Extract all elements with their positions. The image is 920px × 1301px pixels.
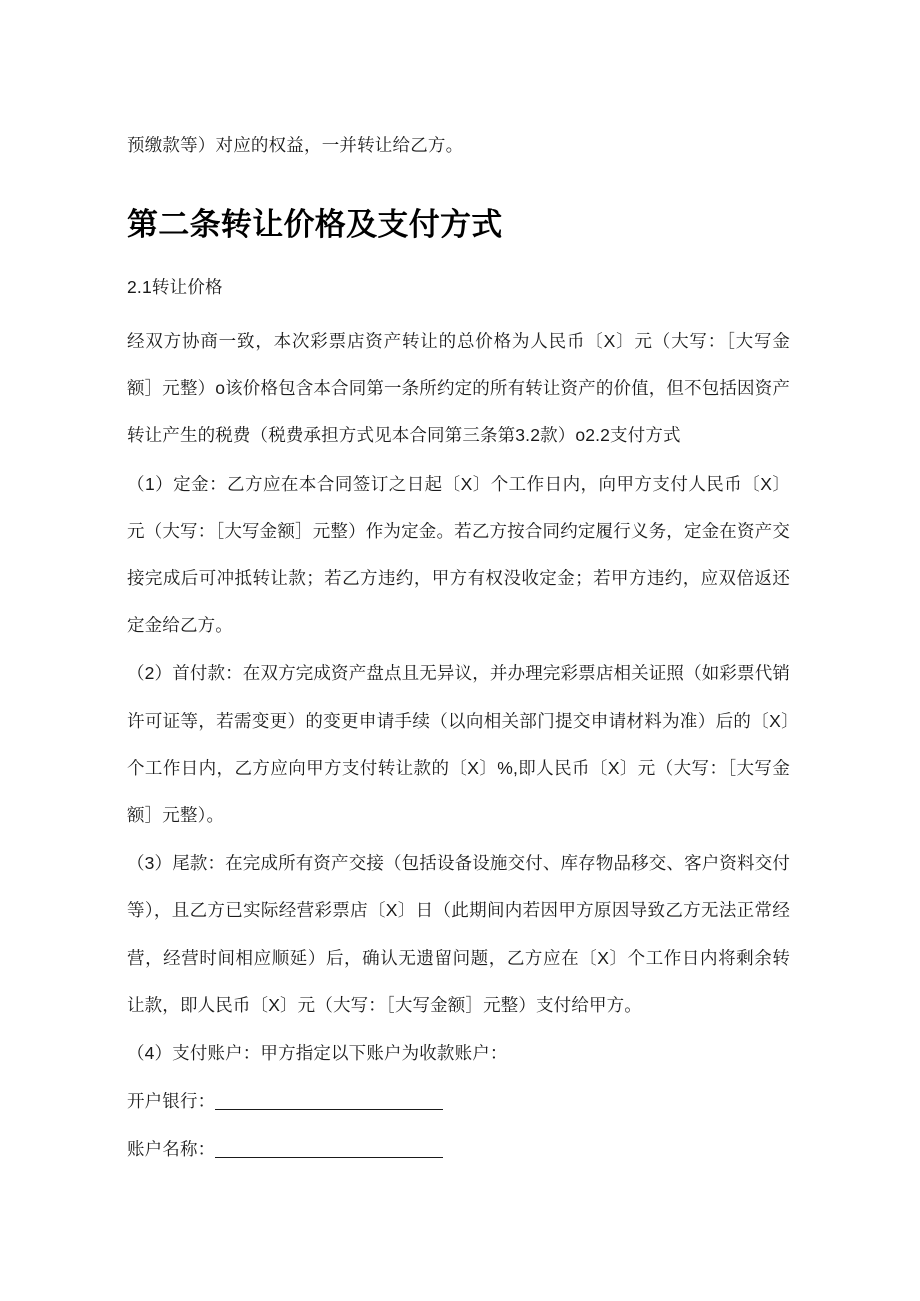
field-label-bank-name: 开户银行：: [127, 1091, 216, 1112]
section-heading-article-two: 第二条转让价格及支付方式: [127, 207, 503, 242]
paragraph-transfer-price: 经双方协商一致，本次彩票店资产转让的总价格为人民币〔X〕元（大写：［大写金额］元整）o该价格包含本合同第一条所约定的所有转让资产的价值，但不包括因资产转让产生的税费（税费承担方式见本合同第三条第3.2款）o2.2支付方式: [127, 331, 790, 446]
clause-deposit: （1）定金：乙方应在本合同签订之日起〔X〕个工作日内，向甲方支付人民币〔X〕元（大写：［大写金额］元整）作为定金。若乙方按合同约定履行义务，定金在资产交接完成后可冲抵转让款；若乙方违约，甲方有权没收定金；若甲方违约，应双倍返还定金给乙方。: [127, 473, 790, 636]
clause-final-payment: （3）尾款：在完成所有资产交接（包括设备设施交付、库存物品移交、客户资料交付等），且乙方已实际经营彩票店〔X〕日（此期间内若因甲方原因导致乙方无法正常经营，经营时间相应顺延）后，确认无遗留问题，乙方应在〔X〕个工作日内将剩余转让款，即人民币〔X〕元（大写：［大写金额］元整）支付给甲方。: [127, 853, 790, 1015]
field-row-bank-name: [127, 1077, 790, 1125]
sub-heading-transfer-price: 2.1转让价格: [127, 277, 223, 297]
clause-down-payment: （2）首付款：在双方完成资产盘点且无异议，并办理完彩票店相关证照（如彩票代销许可证等，若需变更）的变更申请手续（以向相关部门提交申请材料为准）后的〔X〕个工作日内，乙方应向甲方支付转让款的〔X〕%,即人民币〔X〕元（大写：［大写金额］元整）。: [127, 663, 790, 826]
document-content: [127, 0, 790, 1174]
paragraph-continuation: 预缴款等）对应的权益，一并转让给乙方。: [127, 135, 464, 155]
bank-name-input[interactable]: [215, 1092, 443, 1110]
account-name-input[interactable]: [215, 1140, 443, 1158]
clause-payment-account: （4）支付账户：甲方指定以下账户为收款账户：: [127, 1043, 508, 1064]
field-label-account-name: 账户名称：: [127, 1139, 216, 1160]
field-row-account-name: [127, 1125, 790, 1173]
